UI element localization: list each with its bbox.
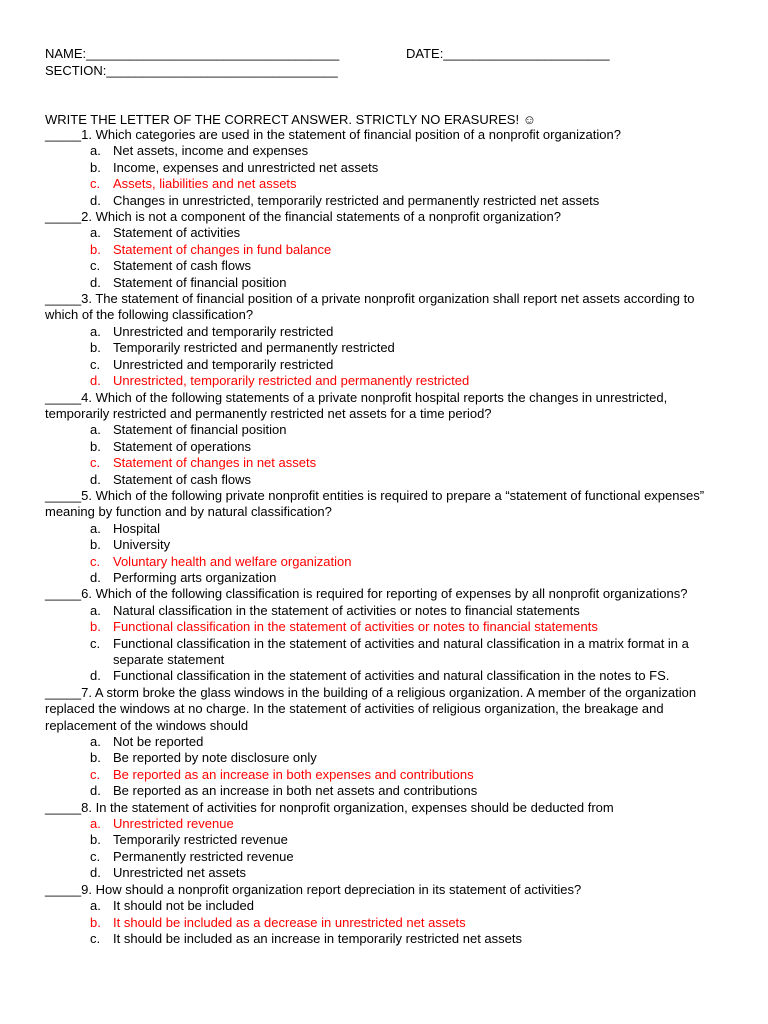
option-letter: b.: [90, 832, 101, 848]
answer-option: [45, 143, 725, 159]
option-text: Functional classification in the statement of activities or notes to financial statements: [113, 619, 598, 635]
option-letter: a.: [90, 602, 101, 618]
answer-option-correct: [45, 455, 725, 471]
answer-option: [45, 636, 725, 669]
answer-option: [45, 931, 725, 947]
answer-option-correct: [45, 242, 725, 258]
answer-option: [45, 340, 725, 356]
option-letter: d.: [90, 192, 101, 208]
option-letter: c.: [90, 258, 101, 274]
option-letter: a.: [90, 734, 101, 750]
option-letter: a.: [90, 816, 101, 832]
question-block: [45, 882, 725, 948]
instructions: WRITE THE LETTER OF THE CORRECT ANSWER. STRICTLY NO ERASURES! ☺: [45, 112, 536, 127]
answer-option: [45, 521, 725, 537]
option-text: Unrestricted and temporarily restricted: [113, 323, 334, 339]
option-text: Functional classification in the statement of activities and natural classification in a matrix format in a separate statement: [113, 635, 689, 667]
option-letter: c.: [90, 930, 101, 946]
option-letter: d.: [90, 471, 101, 487]
date-line: DATE:_______________________: [406, 46, 610, 61]
option-text: Unrestricted, temporarily restricted and permanently restricted: [113, 373, 470, 389]
option-text: Statement of changes in net assets: [113, 455, 317, 471]
question-block: [45, 685, 725, 800]
option-text: Voluntary health and welfare organization: [113, 553, 352, 569]
option-letter: b.: [90, 241, 101, 257]
question-list: [45, 127, 725, 947]
option-text: Be reported as an increase in both net assets and contributions: [113, 783, 478, 799]
answer-option: [45, 832, 725, 848]
question-text: _____1. Which categories are used in the statement of financial position of a nonprofit organization?: [45, 127, 621, 142]
option-text: Temporarily restricted revenue: [113, 832, 288, 848]
option-text: Unrestricted revenue: [113, 816, 234, 832]
option-text: Be reported as an increase in both expenses and contributions: [113, 766, 474, 782]
option-text: Statement of changes in fund balance: [113, 241, 332, 257]
option-text: Not be reported: [113, 734, 204, 750]
option-text: Be reported by note disclosure only: [113, 750, 317, 766]
answer-option: [45, 324, 725, 340]
option-text: Changes in unrestricted, temporarily restricted and permanently restricted net assets: [113, 192, 600, 208]
question-block: [45, 586, 725, 684]
option-text: Unrestricted and temporarily restricted: [113, 356, 334, 372]
option-text: Statement of cash flows: [113, 258, 252, 274]
option-text: University: [113, 537, 171, 553]
answer-option: [45, 865, 725, 881]
question-text: _____5. Which of the following private nonprofit entities is required to prepare a “statement of functional expenses” meaning by function and by natural classification?: [45, 487, 705, 520]
answer-option: [45, 603, 725, 619]
answer-option-correct: [45, 554, 725, 570]
option-letter: c.: [90, 766, 101, 782]
answer-option-correct: [45, 915, 725, 931]
question-text: _____9. How should a nonprofit organization report depreciation in its statement of activities?: [45, 881, 582, 897]
option-letter: d.: [90, 783, 101, 799]
answer-option-correct: [45, 176, 725, 192]
option-letter: b.: [90, 914, 101, 930]
option-text: Net assets, income and expenses: [113, 143, 309, 159]
answer-option: [45, 783, 725, 799]
question-block: [45, 127, 725, 209]
option-letter: d.: [90, 569, 101, 585]
option-letter: b.: [90, 619, 101, 635]
answer-option: [45, 357, 725, 373]
option-text: Statement of activities: [113, 225, 241, 241]
option-letter: c.: [90, 455, 101, 471]
answer-option: [45, 472, 725, 488]
option-text: Statement of operations: [113, 438, 252, 454]
question-block: [45, 800, 725, 882]
question-text: _____4. Which of the following statements of a private nonprofit hospital reports the changes in unrestricted, temporarily restricted and permanently restricted net assets for a time period?: [45, 389, 668, 421]
option-letter: d.: [90, 865, 101, 881]
option-text: Income, expenses and unrestricted net assets: [113, 159, 379, 175]
answer-option: [45, 570, 725, 586]
option-text: Assets, liabilities and net assets: [113, 176, 297, 192]
question-block: [45, 291, 725, 389]
answer-option-correct: [45, 373, 725, 389]
option-letter: b.: [90, 537, 101, 553]
option-text: Unrestricted net assets: [113, 865, 246, 881]
option-letter: d.: [90, 668, 101, 684]
option-letter: c.: [90, 176, 101, 192]
answer-option: [45, 275, 725, 291]
answer-option: [45, 193, 725, 209]
option-letter: c.: [90, 553, 101, 569]
answer-option: [45, 258, 725, 274]
option-letter: a.: [90, 323, 101, 339]
option-letter: b.: [90, 159, 101, 175]
answer-option-correct: [45, 619, 725, 635]
option-text: It should not be included: [113, 898, 254, 914]
option-text: Hospital: [113, 520, 160, 536]
answer-option: [45, 734, 725, 750]
option-text: Permanently restricted revenue: [113, 848, 294, 864]
question-block: [45, 488, 725, 586]
answer-option-correct: [45, 767, 725, 783]
answer-option: [45, 225, 725, 241]
option-letter: b.: [90, 750, 101, 766]
question-block: [45, 209, 725, 291]
answer-option: [45, 537, 725, 553]
option-letter: b.: [90, 340, 101, 356]
answer-option: [45, 750, 725, 766]
answer-option: [45, 849, 725, 865]
section-line: SECTION:________________________________: [45, 63, 338, 78]
option-letter: a.: [90, 422, 101, 438]
answer-option: [45, 668, 725, 684]
answer-option-correct: [45, 816, 725, 832]
option-letter: a.: [90, 225, 101, 241]
option-letter: a.: [90, 898, 101, 914]
answer-option: [45, 439, 725, 455]
option-text: It should be included as a decrease in unrestricted net assets: [113, 914, 466, 930]
option-text: Temporarily restricted and permanently restricted: [113, 340, 395, 356]
option-text: It should be included as an increase in temporarily restricted net assets: [113, 930, 522, 946]
option-letter: c.: [90, 356, 101, 372]
option-text: Statement of financial position: [113, 274, 287, 290]
option-letter: a.: [90, 143, 101, 159]
question-text: _____8. In the statement of activities for nonprofit organization, expenses should be deducted from: [45, 799, 614, 815]
option-letter: d.: [90, 373, 101, 389]
option-letter: b.: [90, 438, 101, 454]
option-letter: d.: [90, 274, 101, 290]
option-text: Statement of cash flows: [113, 471, 252, 487]
option-letter: c.: [90, 635, 101, 651]
option-text: Statement of financial position: [113, 422, 287, 438]
option-letter: a.: [90, 520, 101, 536]
question-block: [45, 390, 725, 488]
option-text: Performing arts organization: [113, 569, 277, 585]
option-text: Functional classification in the statement of activities and natural classification in the notes to FS.: [113, 668, 670, 684]
answer-option: [45, 160, 725, 176]
option-text: Natural classification in the statement of activities or notes to financial statements: [113, 602, 580, 618]
answer-option: [45, 422, 725, 438]
name-line: NAME:___________________________________: [45, 46, 340, 61]
answer-option: [45, 898, 725, 914]
question-text: _____3. The statement of financial position of a private nonprofit organization shall report net assets according to which of the following classification?: [45, 291, 695, 323]
question-text: _____2. Which is not a component of the financial statements of a nonprofit organization?: [45, 209, 561, 225]
question-text: _____7. A storm broke the glass windows in the building of a religious organization. A member of the organization replaced the windows at no charge. In the statement of activities of religious organization, the breakage and replacement of the windows should: [45, 684, 697, 733]
question-text: _____6. Which of the following classification is required for reporting of expenses by all nonprofit organizations?: [45, 586, 688, 602]
option-letter: c.: [90, 848, 101, 864]
